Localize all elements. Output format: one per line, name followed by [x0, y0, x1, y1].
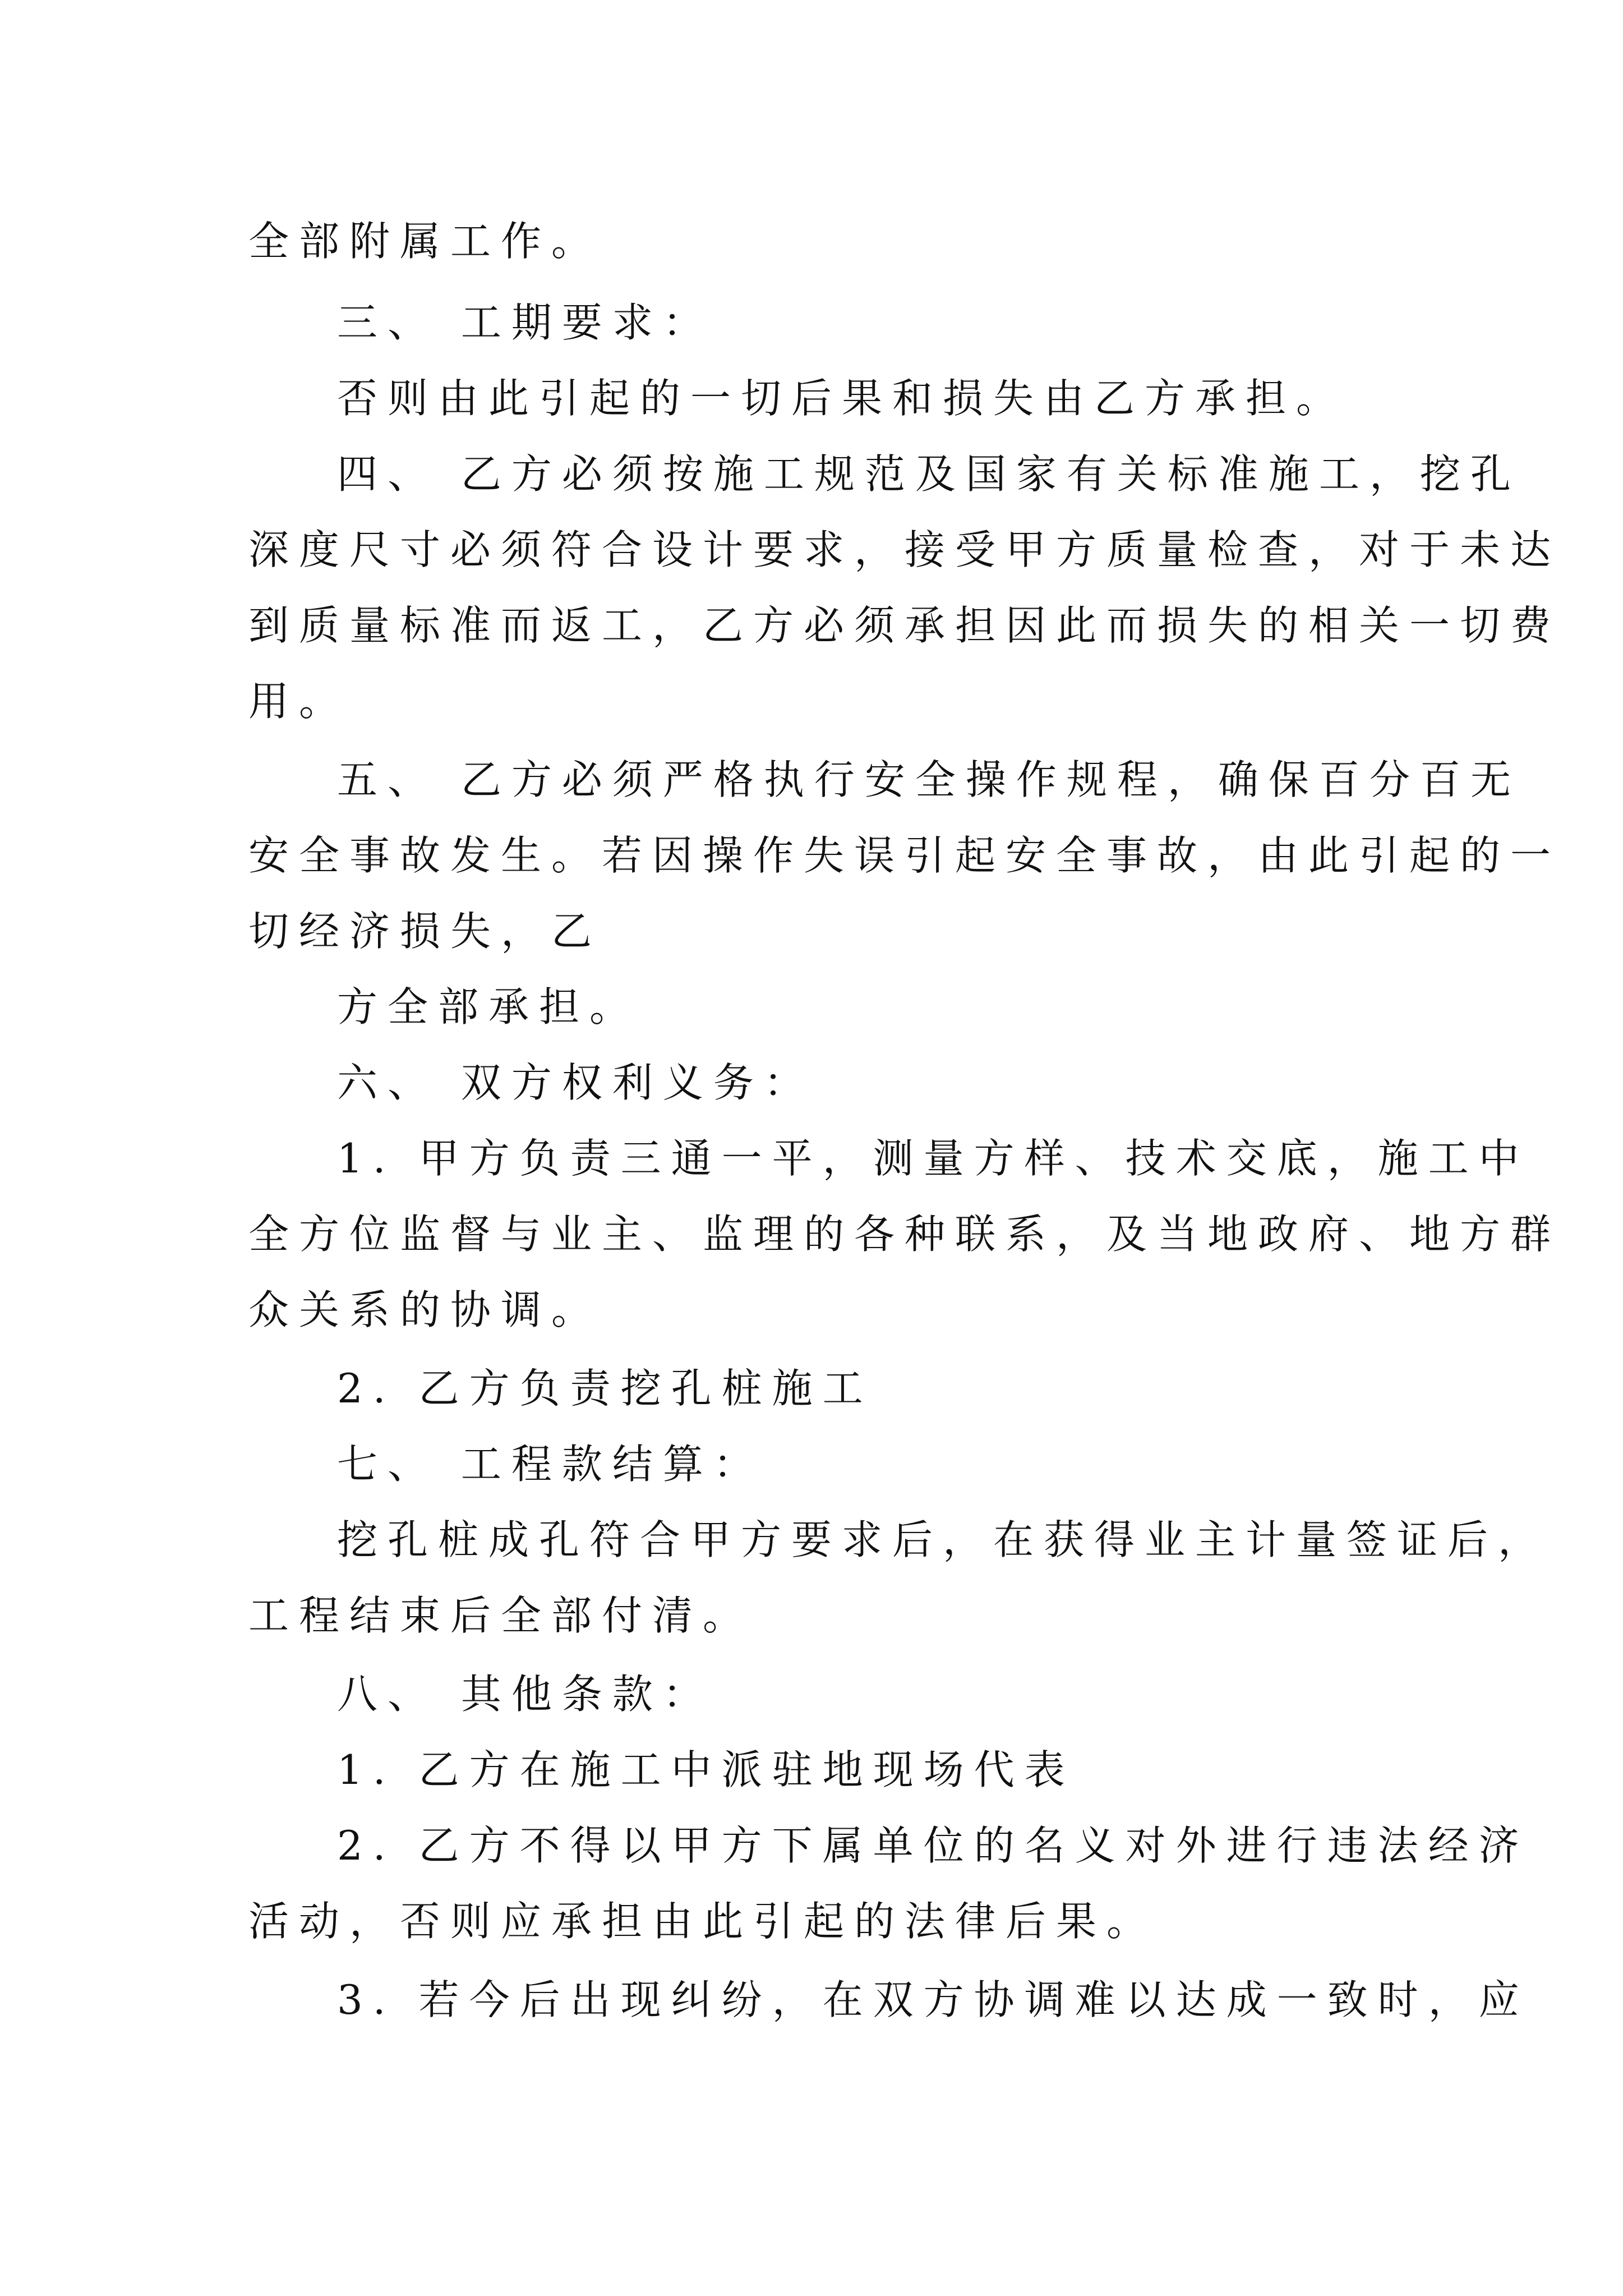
text-line: 众关系的协调。 [248, 1286, 602, 1333]
text-line: 安全事故发生。若因操作失误引起安全事故，由此引起的一 [248, 832, 1561, 879]
section-heading: 七、 工程款结算： [337, 1441, 764, 1488]
list-item: 2. 乙方负责挖孔桩施工 [337, 1365, 873, 1412]
text-line: 到质量标准而返工，乙方必须承担因此而损失的相关一切费 [248, 602, 1561, 649]
text-line: 工程结束后全部付清。 [248, 1592, 754, 1639]
section-heading: 八、 其他条款： [337, 1671, 713, 1718]
section-heading: 四、 乙方必须按施工规范及国家有关标准施工，挖孔 [337, 450, 1521, 498]
section-heading: 五、 乙方必须严格执行安全操作规程，确保百分百无 [337, 756, 1521, 803]
section-heading: 三、 工期要求： [337, 299, 713, 346]
text-line: 深度尺寸必须符合设计要求，接受甲方质量检查，对于未达 [248, 526, 1561, 573]
text-line: 全方位监督与业主、监理的各种联系，及当地政府、地方群 [248, 1211, 1561, 1258]
text-line: 全部附属工作。 [248, 218, 602, 265]
text-line: 挖孔桩成孔符合甲方要求后，在获得业主计量签证后， [337, 1516, 1549, 1563]
text-line: 否则由此引起的一切后果和损失由乙方承担。 [337, 375, 1347, 422]
text-line: 切经济损失，乙 [248, 908, 602, 955]
text-line: 活动，否则应承担由此引起的法律后果。 [248, 1898, 1158, 1945]
list-item: 3. 若今后出现纠纷，在双方协调难以达成一致时，应 [337, 1976, 1529, 2023]
text-line: 方全部承担。 [337, 983, 640, 1030]
list-item: 1. 乙方在施工中派驻地现场代表 [337, 1746, 1075, 1793]
section-heading: 六、 双方权利义务： [337, 1059, 814, 1106]
list-item: 1. 甲方负责三通一平，测量方样、技术交底，施工中 [337, 1135, 1529, 1182]
list-item: 2. 乙方不得以甲方下属单位的名义对外进行违法经济 [337, 1822, 1529, 1869]
text-line: 用。 [248, 678, 350, 725]
